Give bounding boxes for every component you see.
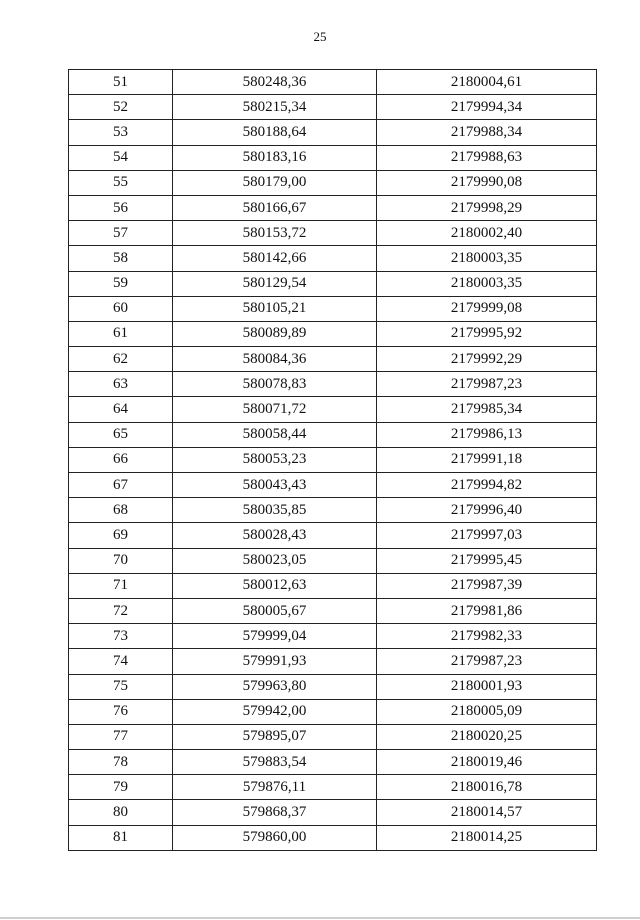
y-coordinate-cell: 2179981,86 — [377, 598, 597, 623]
table-row — [69, 120, 597, 145]
y-coordinate-cell: 2179994,82 — [377, 473, 597, 498]
x-coordinate-cell: 579999,04 — [173, 624, 377, 649]
table-row — [69, 523, 597, 548]
point-number-cell: 76 — [69, 699, 173, 724]
x-coordinate-cell: 580248,36 — [173, 70, 377, 95]
point-number-cell: 70 — [69, 548, 173, 573]
y-coordinate-cell: 2180004,61 — [377, 70, 597, 95]
x-coordinate-cell: 580053,23 — [173, 447, 377, 472]
y-coordinate-cell: 2179995,45 — [377, 548, 597, 573]
y-coordinate-cell: 2179999,08 — [377, 296, 597, 321]
x-coordinate-cell: 580188,64 — [173, 120, 377, 145]
point-number-cell: 66 — [69, 447, 173, 472]
y-coordinate-cell: 2179987,23 — [377, 372, 597, 397]
y-coordinate-cell: 2179982,33 — [377, 624, 597, 649]
table-row — [69, 724, 597, 749]
table-row — [69, 825, 597, 850]
x-coordinate-cell: 580058,44 — [173, 422, 377, 447]
y-coordinate-cell: 2180003,35 — [377, 246, 597, 271]
point-number-cell: 53 — [69, 120, 173, 145]
point-number-cell: 78 — [69, 750, 173, 775]
table-row — [69, 70, 597, 95]
table-row — [69, 321, 597, 346]
x-coordinate-cell: 580105,21 — [173, 296, 377, 321]
table-row — [69, 699, 597, 724]
point-number-cell: 56 — [69, 195, 173, 220]
table-row — [69, 624, 597, 649]
point-number-cell: 51 — [69, 70, 173, 95]
y-coordinate-cell: 2179985,34 — [377, 397, 597, 422]
table-row — [69, 775, 597, 800]
y-coordinate-cell: 2179986,13 — [377, 422, 597, 447]
y-coordinate-cell: 2180020,25 — [377, 724, 597, 749]
y-coordinate-cell: 2179997,03 — [377, 523, 597, 548]
x-coordinate-cell: 580089,89 — [173, 321, 377, 346]
y-coordinate-cell: 2179992,29 — [377, 347, 597, 372]
point-number-cell: 75 — [69, 674, 173, 699]
point-number-cell: 63 — [69, 372, 173, 397]
x-coordinate-cell: 580142,66 — [173, 246, 377, 271]
x-coordinate-cell: 579883,54 — [173, 750, 377, 775]
table-row — [69, 246, 597, 271]
point-number-cell: 61 — [69, 321, 173, 346]
x-coordinate-cell: 580023,05 — [173, 548, 377, 573]
point-number-cell: 74 — [69, 649, 173, 674]
x-coordinate-cell: 579895,07 — [173, 724, 377, 749]
y-coordinate-cell: 2179988,34 — [377, 120, 597, 145]
y-coordinate-cell: 2180014,25 — [377, 825, 597, 850]
x-coordinate-cell: 580084,36 — [173, 347, 377, 372]
point-number-cell: 58 — [69, 246, 173, 271]
x-coordinate-cell: 580078,83 — [173, 372, 377, 397]
table-row — [69, 170, 597, 195]
x-coordinate-cell: 580129,54 — [173, 271, 377, 296]
y-coordinate-cell: 2179996,40 — [377, 498, 597, 523]
x-coordinate-cell: 580005,67 — [173, 598, 377, 623]
point-number-cell: 79 — [69, 775, 173, 800]
point-number-cell: 62 — [69, 347, 173, 372]
y-coordinate-cell: 2179994,34 — [377, 95, 597, 120]
y-coordinate-cell: 2180019,46 — [377, 750, 597, 775]
x-coordinate-cell: 579942,00 — [173, 699, 377, 724]
table-row — [69, 598, 597, 623]
table-row — [69, 271, 597, 296]
x-coordinate-cell: 580071,72 — [173, 397, 377, 422]
point-number-cell: 64 — [69, 397, 173, 422]
x-coordinate-cell: 580166,67 — [173, 195, 377, 220]
y-coordinate-cell: 2180014,57 — [377, 800, 597, 825]
table-row — [69, 649, 597, 674]
table-row — [69, 548, 597, 573]
point-number-cell: 73 — [69, 624, 173, 649]
table-row — [69, 750, 597, 775]
point-number-cell: 59 — [69, 271, 173, 296]
point-number-cell: 54 — [69, 145, 173, 170]
point-number-cell: 81 — [69, 825, 173, 850]
table-row — [69, 800, 597, 825]
y-coordinate-cell: 2179995,92 — [377, 321, 597, 346]
point-number-cell: 77 — [69, 724, 173, 749]
point-number-cell: 60 — [69, 296, 173, 321]
table-row — [69, 372, 597, 397]
x-coordinate-cell: 579963,80 — [173, 674, 377, 699]
table-row — [69, 674, 597, 699]
x-coordinate-cell: 579991,93 — [173, 649, 377, 674]
table-row — [69, 145, 597, 170]
y-coordinate-cell: 2180002,40 — [377, 221, 597, 246]
x-coordinate-cell: 580028,43 — [173, 523, 377, 548]
coordinates-table-body — [69, 70, 597, 851]
y-coordinate-cell: 2180001,93 — [377, 674, 597, 699]
x-coordinate-cell: 580035,85 — [173, 498, 377, 523]
table-row — [69, 221, 597, 246]
x-coordinate-cell: 580215,34 — [173, 95, 377, 120]
point-number-cell: 71 — [69, 573, 173, 598]
table-row — [69, 95, 597, 120]
y-coordinate-cell: 2179988,63 — [377, 145, 597, 170]
y-coordinate-cell: 2179990,08 — [377, 170, 597, 195]
coordinates-table — [68, 69, 597, 851]
x-coordinate-cell: 580153,72 — [173, 221, 377, 246]
table-row — [69, 195, 597, 220]
point-number-cell: 65 — [69, 422, 173, 447]
x-coordinate-cell: 580012,63 — [173, 573, 377, 598]
y-coordinate-cell: 2179998,29 — [377, 195, 597, 220]
x-coordinate-cell: 579876,11 — [173, 775, 377, 800]
table-row — [69, 498, 597, 523]
x-coordinate-cell: 580183,16 — [173, 145, 377, 170]
table-row — [69, 447, 597, 472]
x-coordinate-cell: 579860,00 — [173, 825, 377, 850]
point-number-cell: 55 — [69, 170, 173, 195]
table-row — [69, 397, 597, 422]
y-coordinate-cell: 2179991,18 — [377, 447, 597, 472]
table-row — [69, 296, 597, 321]
point-number-cell: 80 — [69, 800, 173, 825]
y-coordinate-cell: 2179987,39 — [377, 573, 597, 598]
x-coordinate-cell: 579868,37 — [173, 800, 377, 825]
x-coordinate-cell: 580179,00 — [173, 170, 377, 195]
point-number-cell: 52 — [69, 95, 173, 120]
y-coordinate-cell: 2180003,35 — [377, 271, 597, 296]
table-row — [69, 347, 597, 372]
y-coordinate-cell: 2180005,09 — [377, 699, 597, 724]
y-coordinate-cell: 2180016,78 — [377, 775, 597, 800]
y-coordinate-cell: 2179987,23 — [377, 649, 597, 674]
point-number-cell: 68 — [69, 498, 173, 523]
point-number-cell: 72 — [69, 598, 173, 623]
table-row — [69, 422, 597, 447]
table-row — [69, 573, 597, 598]
point-number-cell: 67 — [69, 473, 173, 498]
table-row — [69, 473, 597, 498]
point-number-cell: 69 — [69, 523, 173, 548]
page-number: 25 — [313, 29, 327, 44]
x-coordinate-cell: 580043,43 — [173, 473, 377, 498]
point-number-cell: 57 — [69, 221, 173, 246]
page-bottom-edge — [0, 917, 640, 919]
